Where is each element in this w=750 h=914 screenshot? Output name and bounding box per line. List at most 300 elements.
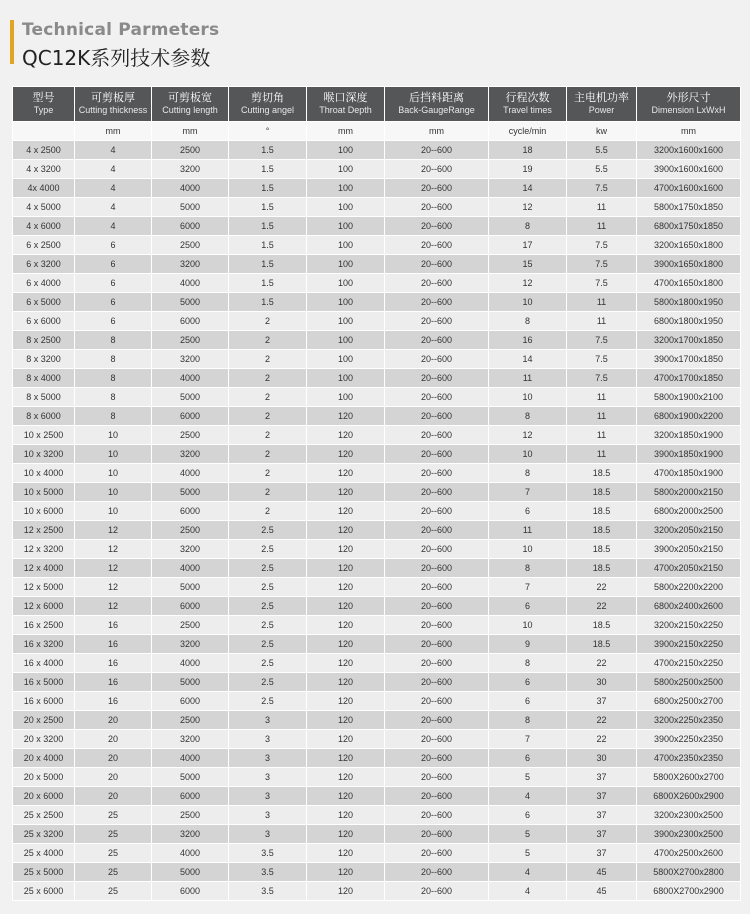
table-cell: 37 — [567, 787, 637, 806]
table-cell: 2500 — [152, 616, 229, 635]
column-header-en: Dimension LxWxH — [651, 105, 726, 115]
table-cell: 4000 — [152, 559, 229, 578]
table-cell: 2 — [229, 312, 307, 331]
table-cell: 3900x2050x2150 — [637, 540, 741, 559]
table-cell: 4700x2150x2250 — [637, 654, 741, 673]
table-cell: 1.5 — [229, 179, 307, 198]
table-cell: 3900x1600x1600 — [637, 160, 741, 179]
table-cell: 25 — [75, 806, 152, 825]
table-row — [13, 673, 741, 692]
table-cell: 5000 — [152, 388, 229, 407]
table-cell: 2.5 — [229, 654, 307, 673]
table-cell: 4000 — [152, 464, 229, 483]
table-cell: 20--600 — [385, 502, 489, 521]
table-cell: 30 — [567, 749, 637, 768]
table-cell: 100 — [307, 388, 385, 407]
table-cell: 6800X2600x2900 — [637, 787, 741, 806]
table-cell: 2 — [229, 407, 307, 426]
unit-cell — [13, 122, 75, 141]
table-cell: 6 x 6000 — [13, 312, 75, 331]
table-cell: 20--600 — [385, 483, 489, 502]
column-header-cn: 主电机功率 — [574, 91, 629, 104]
table-cell: 20--600 — [385, 369, 489, 388]
table-cell: 20--600 — [385, 768, 489, 787]
table-cell: 3200x2250x2350 — [637, 711, 741, 730]
table-cell: 12 x 2500 — [13, 521, 75, 540]
table-row — [13, 711, 741, 730]
table-cell: 3200 — [152, 160, 229, 179]
table-cell: 22 — [567, 578, 637, 597]
table-cell: 12 — [489, 198, 567, 217]
table-cell: 20--600 — [385, 445, 489, 464]
table-cell: 16 — [75, 616, 152, 635]
table-cell: 4700x2350x2350 — [637, 749, 741, 768]
column-header — [385, 87, 489, 122]
table-cell: 120 — [307, 540, 385, 559]
table-cell: 2.5 — [229, 521, 307, 540]
table-cell: 16 x 5000 — [13, 673, 75, 692]
table-row — [13, 160, 741, 179]
table-cell: 5000 — [152, 673, 229, 692]
table-cell: 20--600 — [385, 749, 489, 768]
title-accent-bar — [10, 20, 14, 64]
table-cell: 6800X2700x2900 — [637, 882, 741, 901]
table-cell: 6000 — [152, 502, 229, 521]
table-cell: 3 — [229, 749, 307, 768]
table-cell: 20--600 — [385, 844, 489, 863]
table-cell: 19 — [489, 160, 567, 179]
table-cell: 20 — [75, 711, 152, 730]
unit-cell: kw — [567, 122, 637, 141]
column-header-cn: 喉口深度 — [323, 91, 368, 104]
unit-row — [13, 122, 741, 141]
column-header-en: Travel times — [503, 105, 552, 115]
table-cell: 14 — [489, 179, 567, 198]
table-cell: 100 — [307, 236, 385, 255]
table-cell: 6000 — [152, 692, 229, 711]
column-header-en: Type — [33, 105, 54, 115]
table-row — [13, 483, 741, 502]
table-cell: 6000 — [152, 217, 229, 236]
table-cell: 5800x2000x2150 — [637, 483, 741, 502]
table-cell: 3.5 — [229, 882, 307, 901]
table-cell: 120 — [307, 692, 385, 711]
table-row — [13, 692, 741, 711]
table-cell: 5800x1800x1950 — [637, 293, 741, 312]
table-cell: 20--600 — [385, 274, 489, 293]
column-header-cn: 可剪板宽 — [168, 91, 212, 104]
table-cell: 6 — [75, 255, 152, 274]
table-cell: 11 — [567, 407, 637, 426]
table-cell: 100 — [307, 160, 385, 179]
table-cell: 3200 — [152, 825, 229, 844]
table-row — [13, 521, 741, 540]
table-cell: 12 — [75, 559, 152, 578]
table-cell: 10 — [489, 293, 567, 312]
table-cell: 16 x 4000 — [13, 654, 75, 673]
table-row — [13, 635, 741, 654]
column-header-en: Throat Depth — [319, 105, 372, 115]
table-cell: 7.5 — [567, 179, 637, 198]
table-cell: 120 — [307, 597, 385, 616]
table-cell: 20 — [75, 768, 152, 787]
table-cell: 10 — [489, 540, 567, 559]
table-cell: 20--600 — [385, 540, 489, 559]
table-cell: 5800x2500x2500 — [637, 673, 741, 692]
table-cell: 22 — [567, 654, 637, 673]
table-cell: 1.5 — [229, 160, 307, 179]
table-cell: 2.5 — [229, 578, 307, 597]
table-cell: 25 — [75, 863, 152, 882]
table-cell: 120 — [307, 730, 385, 749]
column-header-en: Back-GaugeRange — [398, 105, 475, 115]
table-cell: 100 — [307, 331, 385, 350]
table-cell: 2 — [229, 350, 307, 369]
table-cell: 16 — [75, 673, 152, 692]
table-cell: 45 — [567, 882, 637, 901]
table-cell: 7.5 — [567, 350, 637, 369]
table-cell: 7 — [489, 730, 567, 749]
table-cell: 3 — [229, 730, 307, 749]
table-row — [13, 654, 741, 673]
table-cell: 120 — [307, 825, 385, 844]
table-cell: 20--600 — [385, 787, 489, 806]
table-cell: 20--600 — [385, 882, 489, 901]
table-cell: 45 — [567, 863, 637, 882]
column-header — [13, 87, 75, 122]
table-cell: 6000 — [152, 882, 229, 901]
table-cell: 3.5 — [229, 844, 307, 863]
table-cell: 6 — [489, 806, 567, 825]
table-cell: 20 — [75, 730, 152, 749]
table-cell: 100 — [307, 350, 385, 369]
table-cell: 10 x 2500 — [13, 426, 75, 445]
table-cell: 6 — [75, 312, 152, 331]
header-row — [13, 87, 741, 122]
table-cell: 4700x1600x1600 — [637, 179, 741, 198]
table-cell: 5800X2700x2800 — [637, 863, 741, 882]
table-cell: 120 — [307, 768, 385, 787]
table-cell: 16 x 2500 — [13, 616, 75, 635]
table-cell: 100 — [307, 179, 385, 198]
table-cell: 1.5 — [229, 141, 307, 160]
table-cell: 5000 — [152, 293, 229, 312]
table-cell: 8 — [489, 407, 567, 426]
table-cell: 3200x2300x2500 — [637, 806, 741, 825]
table-cell: 18.5 — [567, 464, 637, 483]
table-cell: 3200 — [152, 255, 229, 274]
table-cell: 5000 — [152, 578, 229, 597]
table-cell: 16 — [75, 635, 152, 654]
title-english: Technical Parmeters — [22, 20, 220, 40]
table-cell: 25 — [75, 844, 152, 863]
table-cell: 6 x 5000 — [13, 293, 75, 312]
table-cell: 11 — [567, 312, 637, 331]
unit-cell: mm — [385, 122, 489, 141]
table-cell: 10 x 5000 — [13, 483, 75, 502]
table-cell: 120 — [307, 673, 385, 692]
table-cell: 3900x2250x2350 — [637, 730, 741, 749]
table-cell: 120 — [307, 502, 385, 521]
table-row — [13, 730, 741, 749]
table-cell: 20--600 — [385, 388, 489, 407]
table-row — [13, 217, 741, 236]
table-cell: 6 — [489, 502, 567, 521]
table-cell: 6 — [489, 597, 567, 616]
table-cell: 5000 — [152, 863, 229, 882]
table-cell: 7.5 — [567, 236, 637, 255]
table-cell: 8 — [489, 217, 567, 236]
table-cell: 3200 — [152, 445, 229, 464]
unit-cell: ° — [229, 122, 307, 141]
table-cell: 20 x 2500 — [13, 711, 75, 730]
table-cell: 20--600 — [385, 559, 489, 578]
table-row — [13, 312, 741, 331]
table-cell: 4 — [75, 217, 152, 236]
table-cell: 16 x 3200 — [13, 635, 75, 654]
table-row — [13, 369, 741, 388]
table-cell: 4 — [489, 863, 567, 882]
table-cell: 120 — [307, 635, 385, 654]
table-cell: 5800x2200x2200 — [637, 578, 741, 597]
table-cell: 22 — [567, 711, 637, 730]
table-cell: 6800x1800x1950 — [637, 312, 741, 331]
table-cell: 6 — [489, 749, 567, 768]
table-cell: 5000 — [152, 768, 229, 787]
table-cell: 120 — [307, 882, 385, 901]
table-cell: 120 — [307, 787, 385, 806]
table-cell: 4 — [75, 198, 152, 217]
table-cell: 20--600 — [385, 293, 489, 312]
column-header-cn: 行程次数 — [505, 91, 550, 104]
table-cell: 2.5 — [229, 692, 307, 711]
table-cell: 120 — [307, 407, 385, 426]
table-cell: 14 — [489, 350, 567, 369]
table-cell: 8 — [75, 407, 152, 426]
table-cell: 20--600 — [385, 806, 489, 825]
table-cell: 3900x2300x2500 — [637, 825, 741, 844]
table-cell: 6 — [75, 274, 152, 293]
unit-cell: mm — [637, 122, 741, 141]
table-cell: 6800x1750x1850 — [637, 217, 741, 236]
table-cell: 4000 — [152, 749, 229, 768]
table-cell: 16 — [75, 692, 152, 711]
table-cell: 20--600 — [385, 141, 489, 160]
table-row — [13, 844, 741, 863]
table-cell: 6 — [489, 673, 567, 692]
table-cell: 100 — [307, 274, 385, 293]
column-header — [307, 87, 385, 122]
table-cell: 10 x 3200 — [13, 445, 75, 464]
table-cell: 10 — [75, 483, 152, 502]
table-cell: 12 x 4000 — [13, 559, 75, 578]
table-cell: 37 — [567, 692, 637, 711]
unit-cell: mm — [75, 122, 152, 141]
table-cell: 20 — [75, 787, 152, 806]
table-cell: 120 — [307, 426, 385, 445]
table-row — [13, 863, 741, 882]
table-row — [13, 388, 741, 407]
table-cell: 20 — [75, 749, 152, 768]
table-cell: 1.5 — [229, 255, 307, 274]
table-cell: 120 — [307, 616, 385, 635]
table-cell: 2500 — [152, 426, 229, 445]
table-cell: 4 x 6000 — [13, 217, 75, 236]
table-row — [13, 806, 741, 825]
table-cell: 1.5 — [229, 274, 307, 293]
table-row — [13, 616, 741, 635]
table-cell: 3200x2050x2150 — [637, 521, 741, 540]
table-cell: 2 — [229, 426, 307, 445]
table-cell: 4000 — [152, 844, 229, 863]
table-cell: 120 — [307, 559, 385, 578]
table-cell: 7.5 — [567, 274, 637, 293]
table-cell: 20--600 — [385, 863, 489, 882]
table-cell: 3200x1650x1800 — [637, 236, 741, 255]
table-cell: 20 x 6000 — [13, 787, 75, 806]
table-cell: 4700x2500x2600 — [637, 844, 741, 863]
table-cell: 4700x1650x1800 — [637, 274, 741, 293]
table-cell: 2 — [229, 369, 307, 388]
table-cell: 8 — [489, 711, 567, 730]
table-cell: 4000 — [152, 274, 229, 293]
table-cell: 120 — [307, 844, 385, 863]
table-cell: 5.5 — [567, 160, 637, 179]
table-cell: 20--600 — [385, 255, 489, 274]
table-cell: 9 — [489, 635, 567, 654]
column-header — [489, 87, 567, 122]
table-cell: 10 — [489, 445, 567, 464]
table-row — [13, 255, 741, 274]
table-cell: 4 — [489, 882, 567, 901]
table-cell: 120 — [307, 711, 385, 730]
table-cell: 5.5 — [567, 141, 637, 160]
table-cell: 4 x 5000 — [13, 198, 75, 217]
table-cell: 11 — [567, 426, 637, 445]
table-cell: 6800x2500x2700 — [637, 692, 741, 711]
table-cell: 3900x2150x2250 — [637, 635, 741, 654]
table-cell: 20--600 — [385, 312, 489, 331]
table-cell: 2.5 — [229, 616, 307, 635]
column-header-cn: 后挡料距离 — [409, 91, 464, 104]
table-cell: 1.5 — [229, 198, 307, 217]
table-cell: 6 x 3200 — [13, 255, 75, 274]
table-cell: 8 x 4000 — [13, 369, 75, 388]
table-cell: 20--600 — [385, 236, 489, 255]
table-cell: 11 — [489, 521, 567, 540]
table-cell: 12 — [75, 540, 152, 559]
table-cell: 20--600 — [385, 426, 489, 445]
table-cell: 10 — [489, 616, 567, 635]
table-cell: 25 x 2500 — [13, 806, 75, 825]
table-cell: 4x 4000 — [13, 179, 75, 198]
table-cell: 2.5 — [229, 540, 307, 559]
table-cell: 20--600 — [385, 730, 489, 749]
column-header — [229, 87, 307, 122]
table-cell: 25 — [75, 825, 152, 844]
table-cell: 8 — [75, 388, 152, 407]
table-cell: 8 x 5000 — [13, 388, 75, 407]
table-cell: 3200 — [152, 350, 229, 369]
table-cell: 3.5 — [229, 863, 307, 882]
table-cell: 10 — [75, 502, 152, 521]
table-cell: 12 x 3200 — [13, 540, 75, 559]
table-cell: 2500 — [152, 806, 229, 825]
table-cell: 3200x2150x2250 — [637, 616, 741, 635]
table-cell: 3200 — [152, 730, 229, 749]
table-cell: 100 — [307, 217, 385, 236]
table-cell: 100 — [307, 198, 385, 217]
table-cell: 6000 — [152, 787, 229, 806]
column-header-cn: 外形尺寸 — [666, 91, 711, 104]
table-row — [13, 274, 741, 293]
table-cell: 2 — [229, 502, 307, 521]
table-cell: 3200x1600x1600 — [637, 141, 741, 160]
table-cell: 20--600 — [385, 160, 489, 179]
table-row — [13, 502, 741, 521]
table-cell: 3200 — [152, 635, 229, 654]
table-cell: 8 — [75, 331, 152, 350]
table-cell: 20--600 — [385, 597, 489, 616]
table-cell: 100 — [307, 293, 385, 312]
column-header — [637, 87, 741, 122]
column-header-en: Cutting angel — [240, 105, 295, 115]
table-cell: 3 — [229, 768, 307, 787]
table-cell: 5 — [489, 844, 567, 863]
table-cell: 8 — [489, 654, 567, 673]
table-cell: 100 — [307, 141, 385, 160]
table-cell: 3 — [229, 825, 307, 844]
table-cell: 2 — [229, 464, 307, 483]
table-row — [13, 350, 741, 369]
table-cell: 10 — [75, 464, 152, 483]
table-cell: 12 — [75, 521, 152, 540]
table-cell: 6 x 2500 — [13, 236, 75, 255]
table-cell: 8 — [75, 369, 152, 388]
table-cell: 6 — [75, 293, 152, 312]
table-cell: 2500 — [152, 711, 229, 730]
table-cell: 10 — [75, 445, 152, 464]
table-cell: 4 — [75, 179, 152, 198]
table-cell: 100 — [307, 312, 385, 331]
table-cell: 6 — [75, 236, 152, 255]
table-cell: 1.5 — [229, 236, 307, 255]
table-cell: 4 x 2500 — [13, 141, 75, 160]
table-cell: 22 — [567, 730, 637, 749]
table-cell: 12 x 6000 — [13, 597, 75, 616]
table-cell: 12 — [75, 578, 152, 597]
table-row — [13, 825, 741, 844]
table-cell: 120 — [307, 863, 385, 882]
table-cell: 20--600 — [385, 217, 489, 236]
table-cell: 7.5 — [567, 369, 637, 388]
table-cell: 11 — [567, 198, 637, 217]
spec-table — [12, 86, 741, 901]
column-header-cn: 可剪板厚 — [91, 91, 135, 104]
table-row — [13, 578, 741, 597]
table-cell: 6 — [489, 692, 567, 711]
table-cell: 20--600 — [385, 692, 489, 711]
table-cell: 25 x 4000 — [13, 844, 75, 863]
table-cell: 20--600 — [385, 616, 489, 635]
table-cell: 2.5 — [229, 635, 307, 654]
table-cell: 7 — [489, 578, 567, 597]
table-row — [13, 559, 741, 578]
column-header-en: Cutting thickness — [78, 105, 148, 115]
table-cell: 18 — [489, 141, 567, 160]
table-cell: 100 — [307, 255, 385, 274]
table-cell: 5 — [489, 768, 567, 787]
